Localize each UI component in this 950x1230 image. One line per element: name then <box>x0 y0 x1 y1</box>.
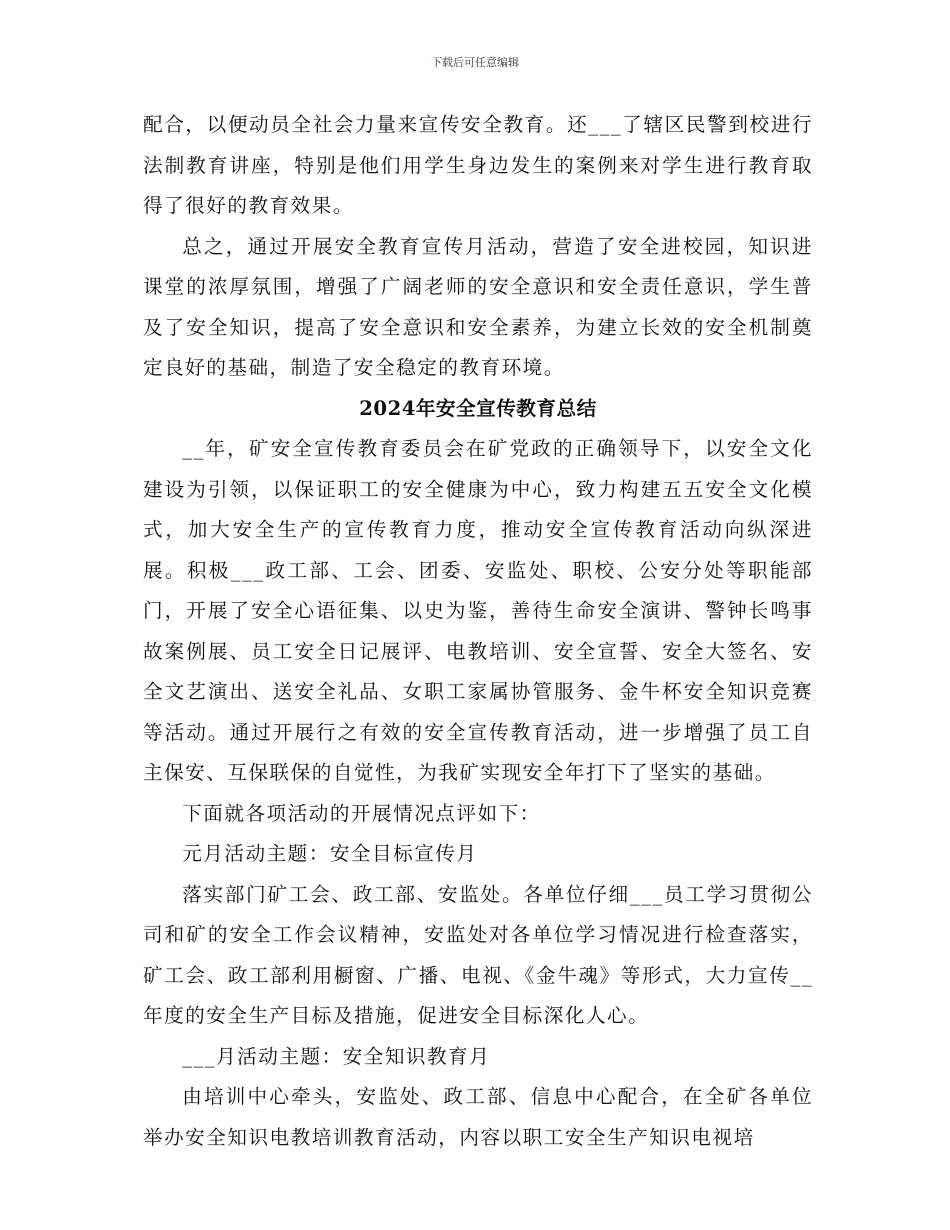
activity-heading: ___月活动主题：安全知识教育月 <box>182 1044 491 1068</box>
page-header-note: 下载后可任意编辑 <box>431 56 519 69</box>
document-body <box>143 105 813 1158</box>
paragraph: 由培训中心牵头，安监处、政工部、信息中心配合，在全矿各单位举办安全知识电教培训教育活动，内容以职工安全生产知识电视培 <box>143 1085 813 1149</box>
paragraph: 配合，以便动员全社会力量来宣传安全教育。还___了辖区民警到校进行法制教育讲座，特别是他们用学生身边发生的案例来对学生进行教育取得了很好的教育效果。 <box>143 113 813 217</box>
paragraph: 总之，通过开展安全教育宣传月活动，营造了安全进校园，知识进课堂的浓厚氛围，增强了广阔老师的安全意识和安全责任意识，学生普及了安全知识，提高了安全意识和安全素养，为建立长效的安全机制奠定良好的基础，制造了安全稳定的教育环境。 <box>143 234 813 379</box>
section-title: 2024年安全宣传教育总结 <box>359 396 597 420</box>
paragraph: 下面就各项活动的开展情况点评如下： <box>182 801 541 825</box>
activity-heading: 元月活动主题：安全目标宣传月 <box>182 842 478 865</box>
paragraph: 落实部门矿工会、政工部、安监处。各单位仔细___员工学习贯彻公司和矿的安全工作会议精神，安监处对各单位学习情况进行检查落实，矿工会、政工部利用橱窗、广播、电视、《金牛魂》等形式，大力宣传__年度的安全生产目标及措施，促进安全目标深化人心。 <box>143 882 813 1027</box>
paragraph: __年，矿安全宣传教育委员会在矿党政的正确领导下，以安全文化建设为引领，以保证职工的安全健康为中心，致力构建五五安全文化模式，加大安全生产的宣传教育力度，推动安全宣传教育活动向纵深进展。积极___政工部、工会、团委、安监处、职校、公安分处等职能部门，开展了安全心语征集、以史为鉴，善待生命安全演讲、警钟长鸣事故案例展、员工安全日记展评、电教培训、安全宣誓、安全大签名、安全文艺演出、送安全礼品、女职工家属协管服务、金牛杯安全知识竞赛等活动。通过开展行之有效的安全宣传教育活动，进一步增强了员工自主保安、互保联保的自觉性，为我矿实现安全年打下了坚实的基础。 <box>143 437 813 784</box>
